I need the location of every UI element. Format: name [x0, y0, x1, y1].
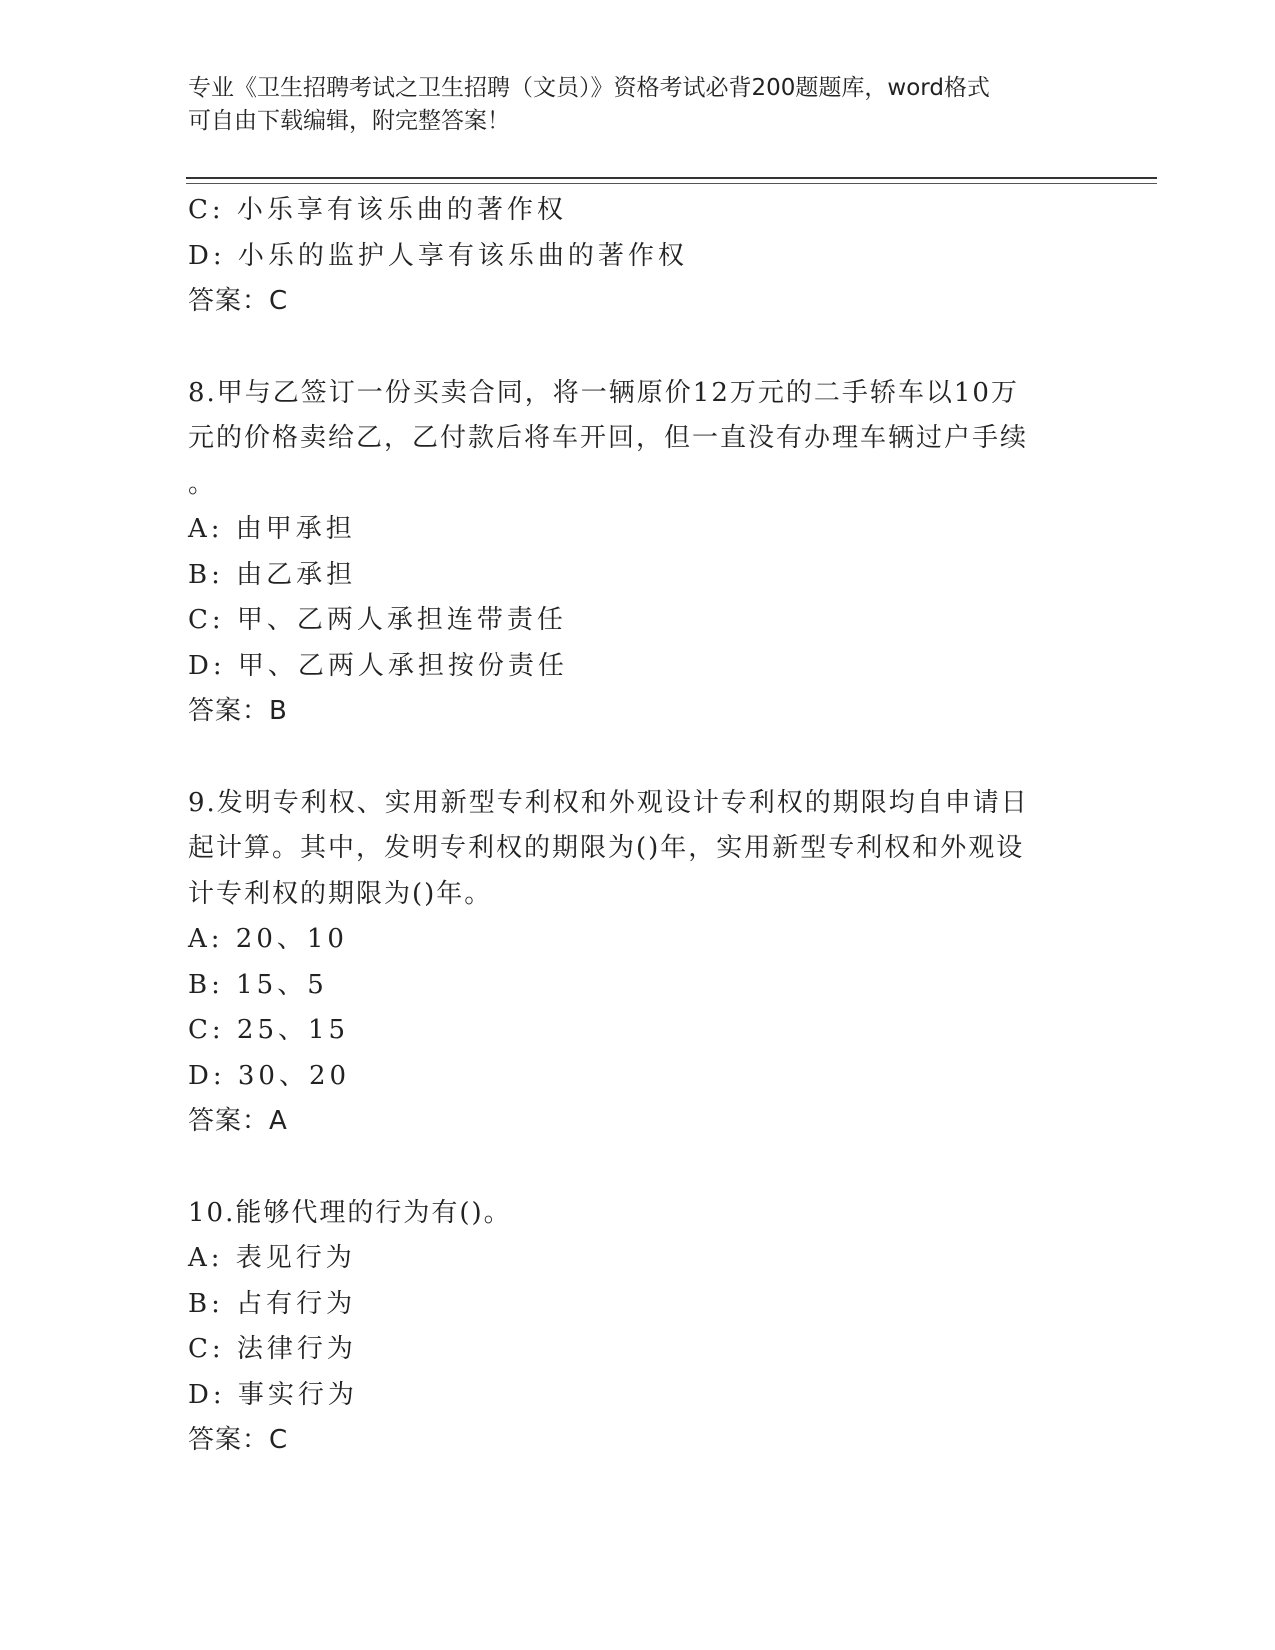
question-10 — [188, 1191, 1068, 1464]
answer-line: 答案：C — [188, 1425, 289, 1455]
option-c: C: 小乐享有该乐曲的著作权 — [188, 195, 567, 225]
option-b: B: 占有行为 — [188, 1288, 357, 1319]
question-text-line: 。 — [188, 468, 217, 499]
option-c: C: 法律行为 — [188, 1334, 357, 1364]
spacer — [188, 325, 1068, 371]
option-d: D: 甲、乙两人承担按份责任 — [188, 650, 568, 681]
header-divider-thin — [186, 183, 1157, 184]
answer-line: 答案：A — [188, 1106, 288, 1136]
option-d: D: 30、20 — [188, 1060, 351, 1091]
option-b: B: 15、5 — [188, 969, 328, 1000]
spacer — [188, 735, 1068, 781]
header-title-line-2: 可自由下载编辑，附完整答案！ — [188, 108, 510, 134]
option-b: B: 由乙承担 — [188, 559, 357, 590]
option-c: C: 甲、乙两人承担连带责任 — [188, 605, 567, 635]
option-d: D: 小乐的监护人享有该乐曲的著作权 — [188, 240, 688, 271]
option-a: A: 由甲承担 — [188, 514, 356, 544]
question-9 — [188, 781, 1068, 1145]
question-8 — [188, 371, 1068, 735]
question-text-line: 计专利权的期限为()年。 — [188, 878, 493, 909]
option-a: A: 20、10 — [188, 924, 348, 954]
spacer — [188, 1145, 1068, 1191]
question-text-line: 9.发明专利权、实用新型专利权和外观设计专利权的期限均自申请日 — [188, 787, 1029, 818]
document-header — [188, 72, 1088, 138]
answer-line: 答案：C — [188, 286, 289, 316]
option-a: A: 表见行为 — [188, 1243, 356, 1273]
question-7-continued — [188, 188, 1068, 325]
question-text-line: 元的价格卖给乙，乙付款后将车开回，但一直没有办理车辆过户手续 — [188, 423, 1029, 453]
question-text-line: 起计算。其中，发明专利权的期限为()年，实用新型专利权和外观设 — [188, 833, 1025, 863]
question-list — [188, 188, 1068, 1464]
answer-line: 答案：B — [188, 696, 288, 726]
option-c: C: 25、15 — [188, 1015, 350, 1045]
header-title-line-1: 专业《卫生招聘考试之卫生招聘（文员）》资格考试必背200题题库，word格式 — [188, 75, 990, 101]
question-text-line: 8.甲与乙签订一份买卖合同，将一辆原价12万元的二手轿车以10万 — [188, 377, 1019, 408]
option-d: D: 事实行为 — [188, 1379, 358, 1410]
header-divider-thick — [186, 177, 1157, 179]
question-text-line: 10.能够代理的行为有()。 — [188, 1197, 512, 1228]
